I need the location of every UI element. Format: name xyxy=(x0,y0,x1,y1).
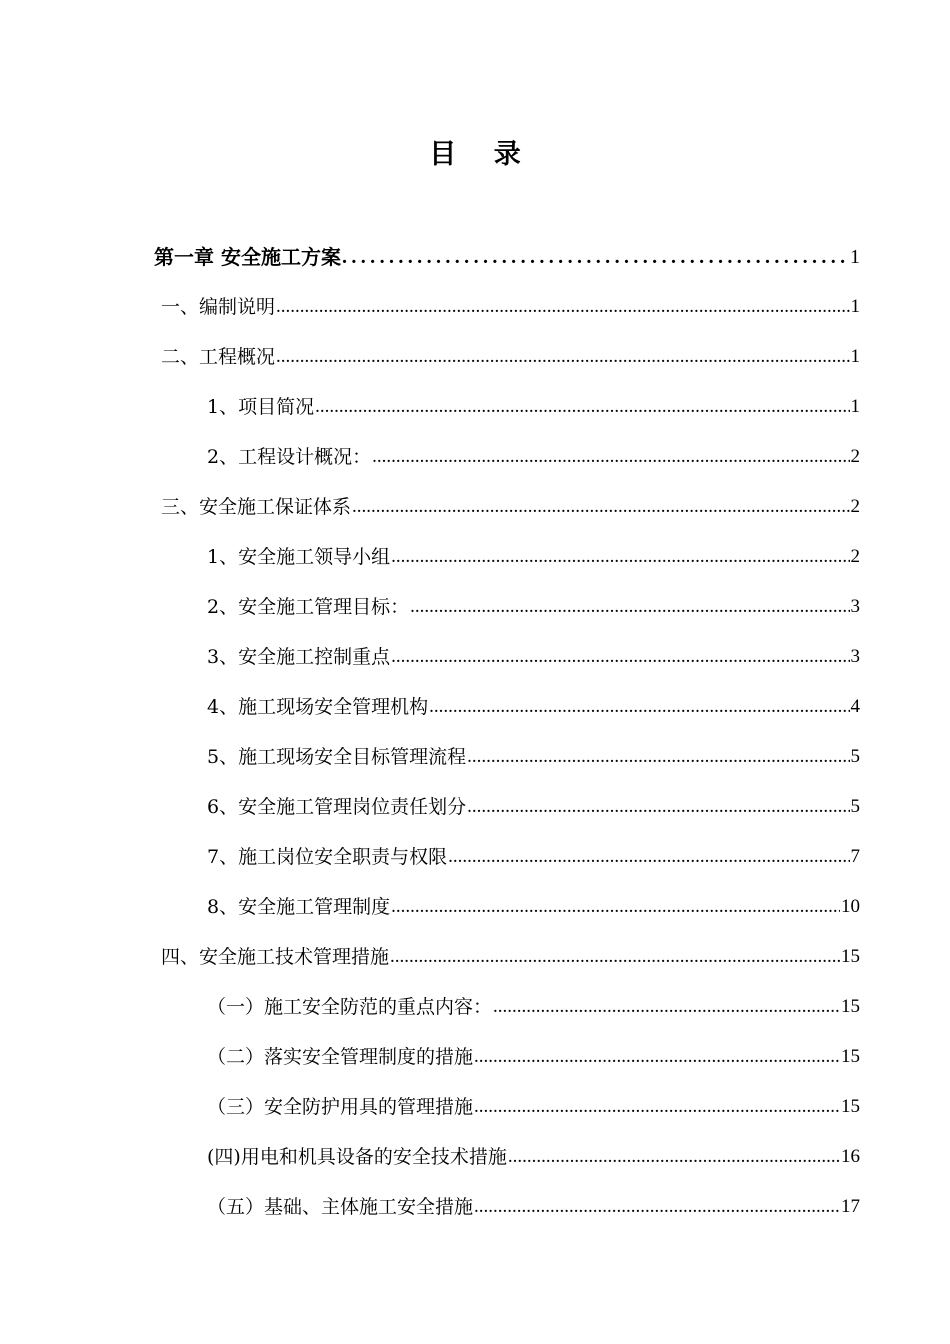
toc-entry-subsection[interactable] xyxy=(207,530,860,570)
toc-entry-subsection[interactable] xyxy=(207,980,860,1020)
toc-entry-subsection[interactable] xyxy=(207,680,860,720)
dot-leader xyxy=(474,1194,840,1220)
toc-entry-page: 7 xyxy=(850,846,860,867)
toc-entry-page: 5 xyxy=(850,796,860,817)
toc-entry-page: 2 xyxy=(850,446,860,467)
toc-entry-subsection[interactable] xyxy=(207,880,860,920)
toc-entry-subsection[interactable] xyxy=(207,380,860,420)
toc-entry-page: 5 xyxy=(850,746,860,767)
toc-entry-page: 15 xyxy=(841,946,860,967)
toc-entry-label: 三、安全施工保证体系 xyxy=(161,496,352,518)
toc-entry-subsection[interactable] xyxy=(207,1080,860,1120)
toc-entry-page: 1 xyxy=(850,246,860,268)
toc-entry-label: （三）安全防护用具的管理措施 xyxy=(207,1096,474,1118)
toc-entry-label: 第一章 安全施工方案 xyxy=(154,245,341,269)
dot-leader xyxy=(276,344,849,370)
dot-leader xyxy=(391,544,849,570)
dot-leader xyxy=(474,1044,840,1070)
toc-entry-page: 17 xyxy=(841,1196,860,1217)
toc-entry-label: (四)用电和机具设备的安全技术措施 xyxy=(207,1146,507,1168)
toc-entry-label: 6、安全施工管理岗位责任划分 xyxy=(207,796,467,818)
toc-entry-subsection[interactable] xyxy=(207,630,860,670)
dot-leader xyxy=(410,594,849,620)
dot-leader xyxy=(467,744,849,770)
toc-entry-page: 3 xyxy=(850,596,860,617)
toc-entry-subsection[interactable] xyxy=(207,780,860,820)
page-title: 目 录 xyxy=(429,139,535,170)
dot-leader xyxy=(429,694,849,720)
dot-leader xyxy=(342,244,849,270)
dot-leader xyxy=(508,1144,840,1170)
toc-entry-label: 5、施工现场安全目标管理流程 xyxy=(207,746,467,768)
dot-leader xyxy=(391,644,849,670)
toc-entry-section[interactable] xyxy=(161,930,860,970)
toc-entry-label: 1、安全施工领导小组 xyxy=(207,546,391,568)
toc-entry-page: 10 xyxy=(841,896,860,917)
toc-entry-page: 15 xyxy=(841,1046,860,1067)
dot-leader xyxy=(276,294,849,320)
dot-leader xyxy=(493,994,840,1020)
toc-entry-subsection[interactable] xyxy=(207,1030,860,1070)
toc-entry-label: 2、安全施工管理目标： xyxy=(207,596,410,618)
dot-leader xyxy=(448,844,849,870)
toc-entry-page: 16 xyxy=(841,1146,860,1167)
toc-entry-label: 二、工程概况 xyxy=(161,346,276,368)
dot-leader xyxy=(474,1094,840,1120)
toc-entry-label: （一）施工安全防范的重点内容： xyxy=(207,996,493,1018)
toc-entry-page: 2 xyxy=(850,546,860,567)
toc-entry-subsection[interactable] xyxy=(207,1130,860,1170)
toc-entry-label: 7、施工岗位安全职责与权限 xyxy=(207,846,448,868)
toc-entry-page: 15 xyxy=(841,996,860,1017)
toc-entry-label: 1、项目简况 xyxy=(207,396,315,418)
toc-entry-section[interactable] xyxy=(161,330,860,370)
toc-entry-label: 4、施工现场安全管理机构 xyxy=(207,696,429,718)
toc-entry-label: 3、安全施工控制重点 xyxy=(207,646,391,668)
dot-leader xyxy=(315,394,849,420)
toc-entry-label: 8、安全施工管理制度 xyxy=(207,896,391,918)
toc-entry-section[interactable] xyxy=(161,480,860,520)
toc-entry-subsection[interactable] xyxy=(207,1180,860,1220)
dot-leader xyxy=(391,894,840,920)
toc-entry-label: 一、编制说明 xyxy=(161,296,276,318)
toc-entry-subsection[interactable] xyxy=(207,430,860,470)
toc-entry-chapter-1[interactable] xyxy=(154,230,860,270)
toc-entry-subsection[interactable] xyxy=(207,580,860,620)
toc-entry-page: 15 xyxy=(841,1096,860,1117)
toc-entry-label: （二）落实安全管理制度的措施 xyxy=(207,1046,474,1068)
toc-entry-page: 1 xyxy=(850,296,860,317)
toc-entry-label: 2、工程设计概况： xyxy=(207,446,372,468)
toc-entry-page: 1 xyxy=(850,346,860,367)
dot-leader xyxy=(467,794,849,820)
toc-entry-label: 四、安全施工技术管理措施 xyxy=(161,946,390,968)
dot-leader xyxy=(352,494,849,520)
toc-entry-subsection[interactable] xyxy=(207,730,860,770)
toc-entry-page: 4 xyxy=(850,696,860,717)
toc-entry-page: 1 xyxy=(850,396,860,417)
toc-entry-section[interactable] xyxy=(161,280,860,320)
toc-entry-page: 2 xyxy=(850,496,860,517)
dot-leader xyxy=(372,444,849,470)
toc-entry-page: 3 xyxy=(850,646,860,667)
toc-entry-subsection[interactable] xyxy=(207,830,860,870)
dot-leader xyxy=(390,944,840,970)
toc-entry-label: （五）基础、主体施工安全措施 xyxy=(207,1196,474,1218)
